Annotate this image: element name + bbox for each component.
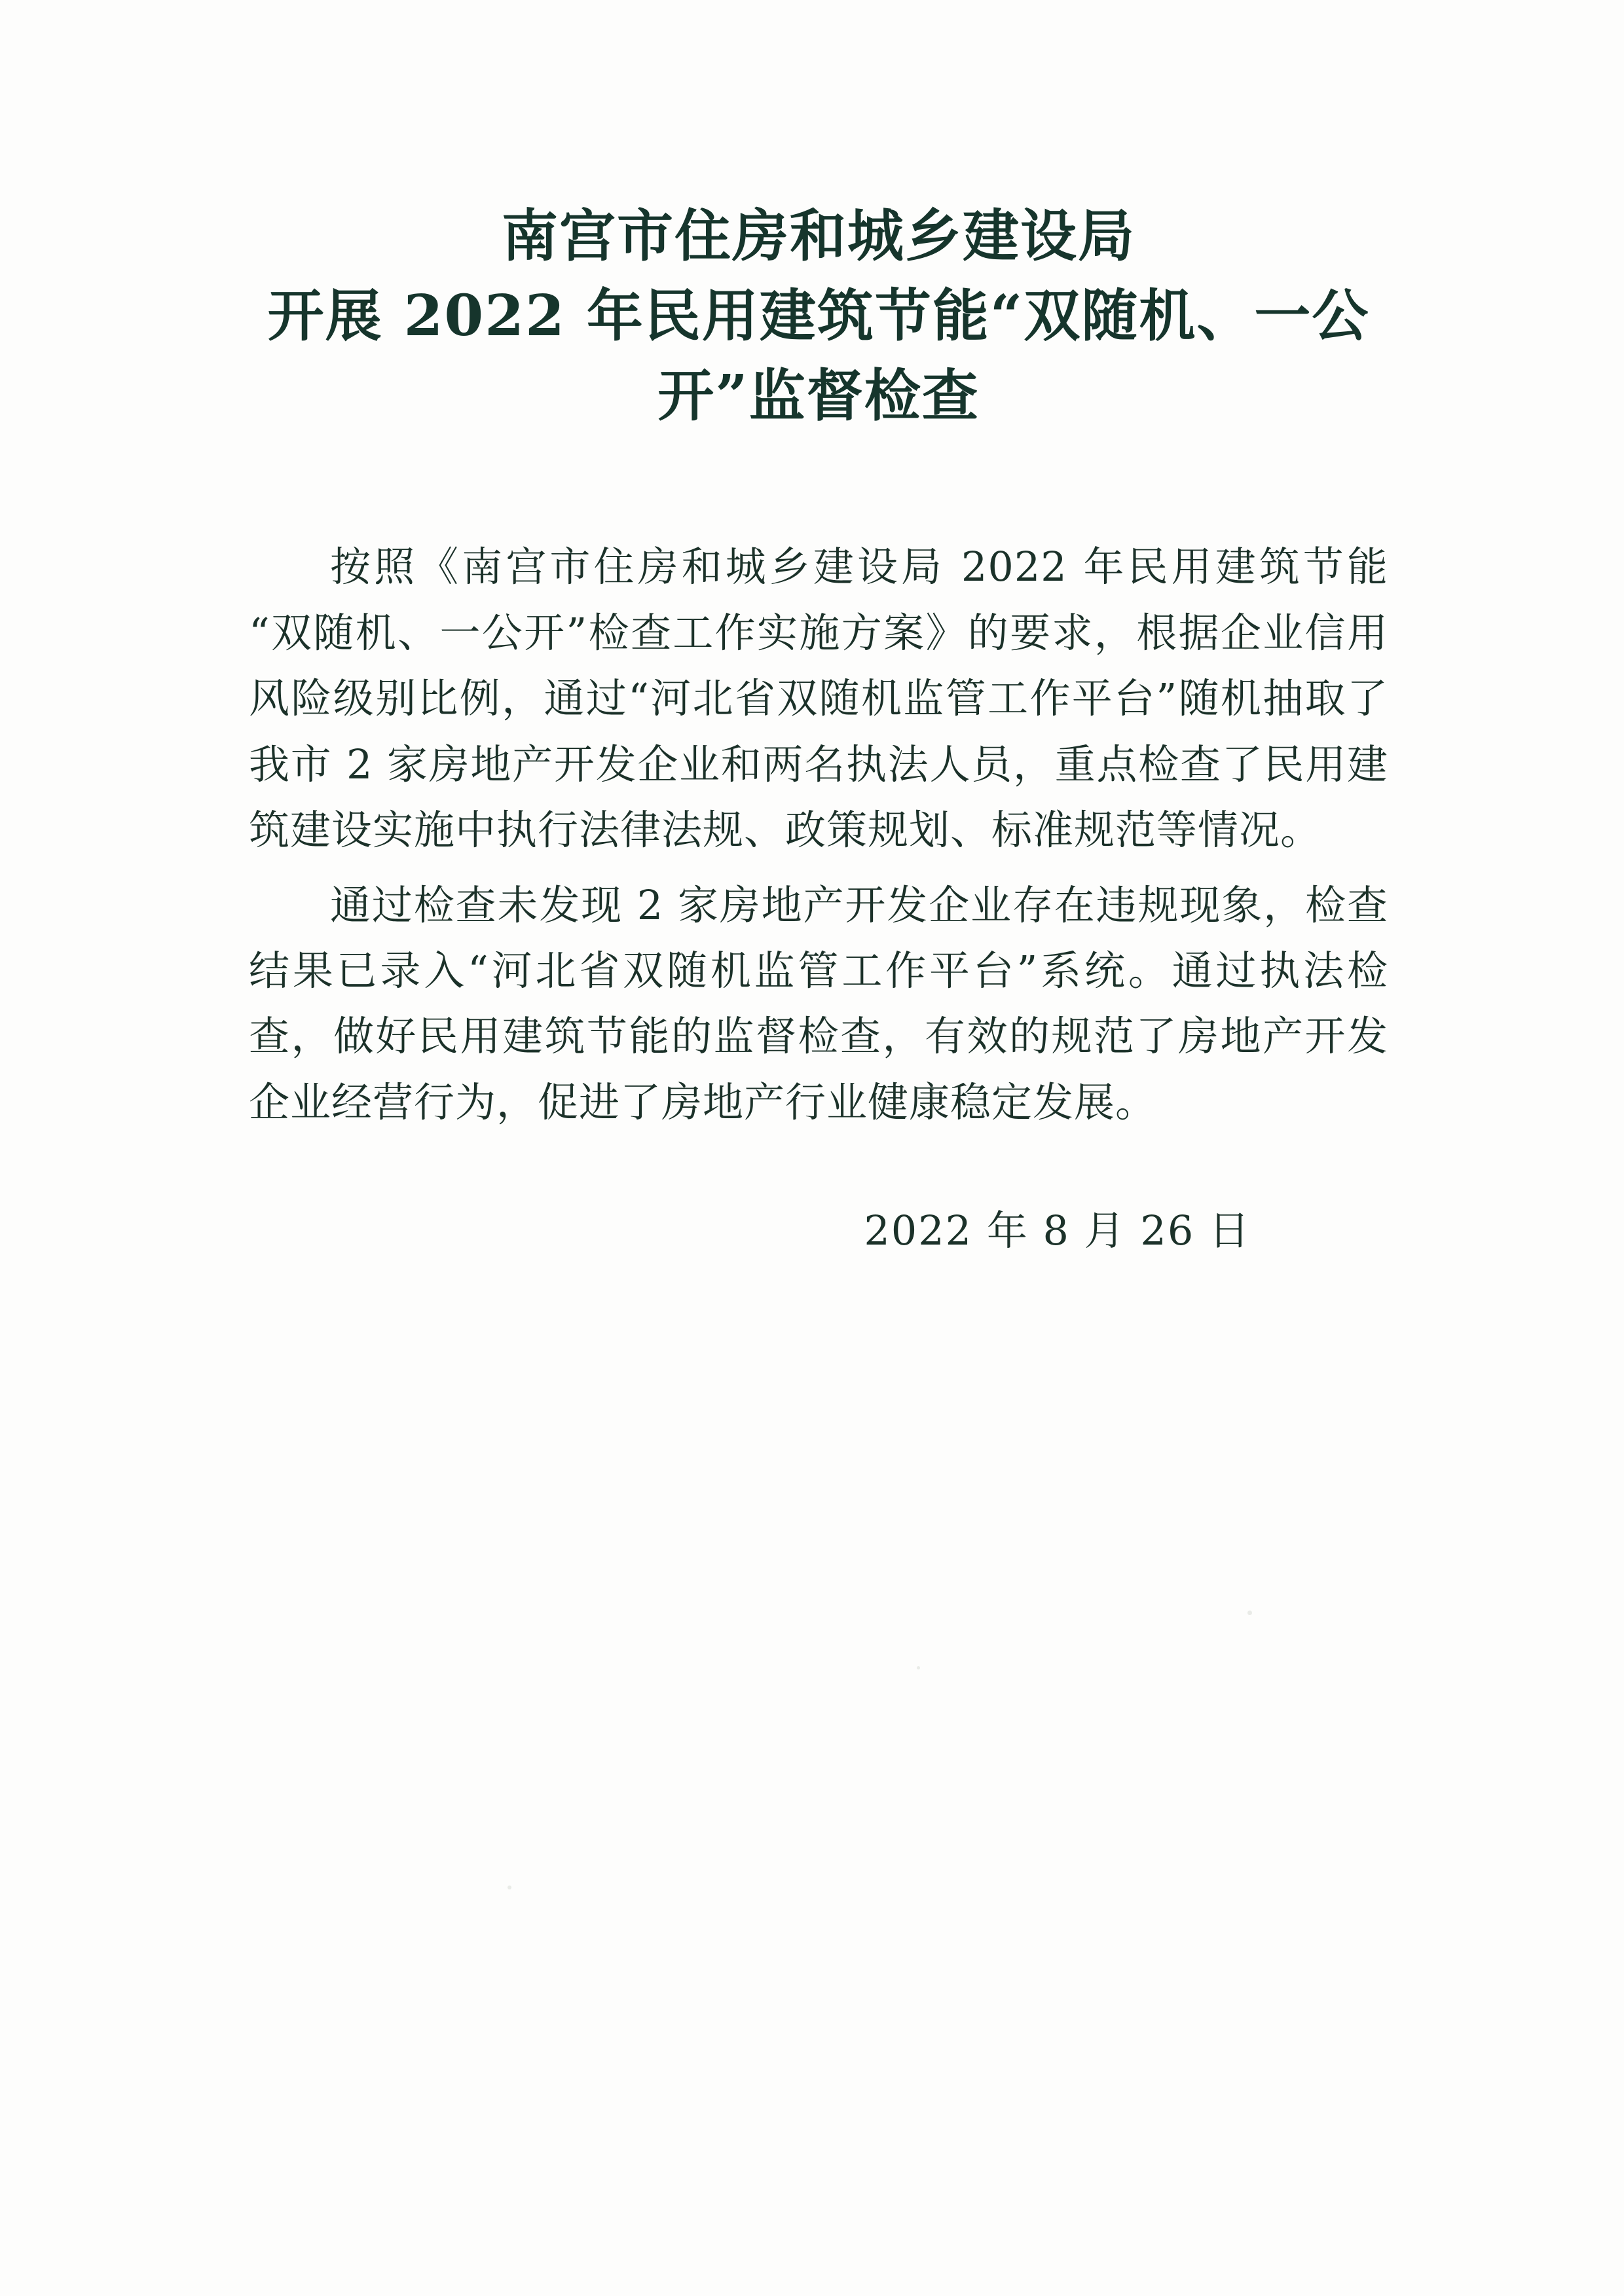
document-body <box>249 196 1388 1256</box>
signature-date: 2022 年 8 月 26 日 <box>864 1207 1251 1255</box>
title-line-2: 开展 2022 年民用建筑节能“双随机、一公 <box>267 283 1370 350</box>
scan-speck <box>1247 1611 1252 1615</box>
title-line-3: 开”监督检查 <box>657 363 980 429</box>
paragraph-1: 按照《南宫市住房和城乡建设局 2022 年民用建筑节能“双随机、一公开”检查工作实施方案》的要求，根据企业信用风险级别比例，通过“河北省双随机监管工作平台”随机抽取了我市 2 家房地产开发企业和两名执法人员，重点检查了民用建筑建设实施中执行法律法规、政策规划、标准规范等情况。 <box>249 543 1388 854</box>
paragraph-container <box>249 534 1388 1135</box>
scan-speck <box>917 1666 920 1669</box>
paragraph-2: 通过检查未发现 2 家房地产开发企业存在违规现象，检查结果已录入“河北省双随机监管工作平台”系统。通过执法检查，做好民用建筑节能的监督检查，有效的规范了房地产开发企业经营行为，促进了房地产行业健康稳定发展。 <box>249 881 1388 1126</box>
page-title <box>249 196 1388 436</box>
scan-speck <box>507 1886 511 1889</box>
title-line-1: 南宫市住房和城乡建设局 <box>502 203 1135 269</box>
